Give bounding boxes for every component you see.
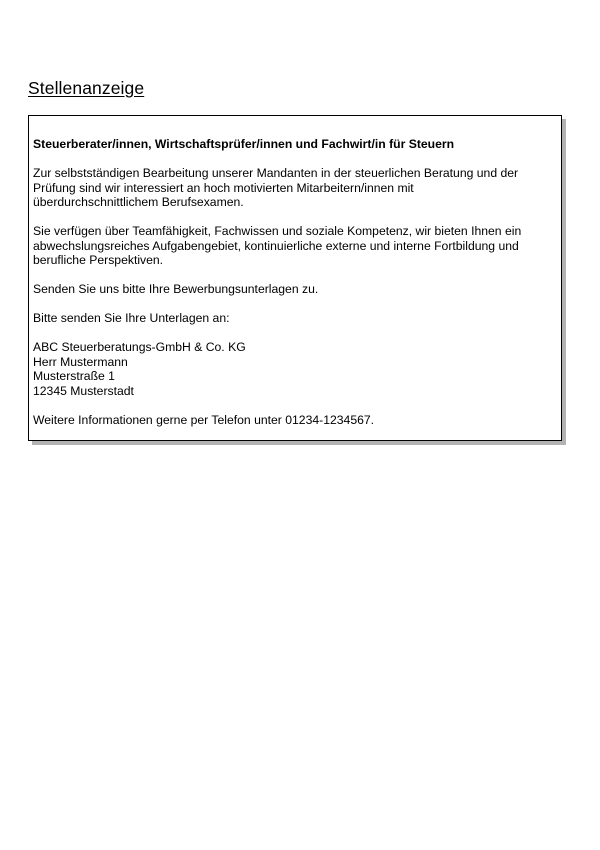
job-ad-box [28,115,562,441]
address-company: ABC Steuerberatungs-GmbH & Co. KG [33,340,246,354]
requirements-line: berufliche Perspektiven. [33,253,164,267]
address-contact: Herr Mustermann [33,354,128,369]
address-street: Musterstraße 1 [33,369,115,383]
page-title: Stellenanzeige [28,78,145,98]
application-request-paragraph: Senden Sie uns bitte Ihre Bewerbungsunterlagen zu. [33,282,319,296]
job-description-line: Zur selbstständigen Bearbeitung unserer Mandanten in der steuerlichen Beratung und der [33,166,519,180]
job-ad-heading: Steuerberater/innen, Wirtschaftsprüfer/innen und Fachwirt/in für Steuern [33,137,455,151]
job-description-paragraph [33,166,561,210]
contact-info-paragraph: Weitere Informationen gerne per Telefon unter 01234-1234567. [33,412,375,427]
send-to-paragraph: Bitte senden Sie Ihre Unterlagen an: [33,311,230,325]
requirements-line: Sie verfügen über Teamfähigkeit, Fachwissen und soziale Kompetenz, wir bieten Ihnen ein [33,224,522,238]
address-block [33,340,561,398]
job-description-line: überdurchschnittlichem Berufsexamen. [33,195,244,209]
requirements-line: abwechslungsreiches Aufgabengebiet, kontinuierliche externe und interne Fortbildung und [33,238,519,253]
requirements-paragraph [33,224,561,268]
job-description-line: Prüfung sind wir interessiert an hoch motivierten Mitarbeitern/innen mit [33,180,414,195]
address-city: 12345 Musterstadt [33,383,134,398]
